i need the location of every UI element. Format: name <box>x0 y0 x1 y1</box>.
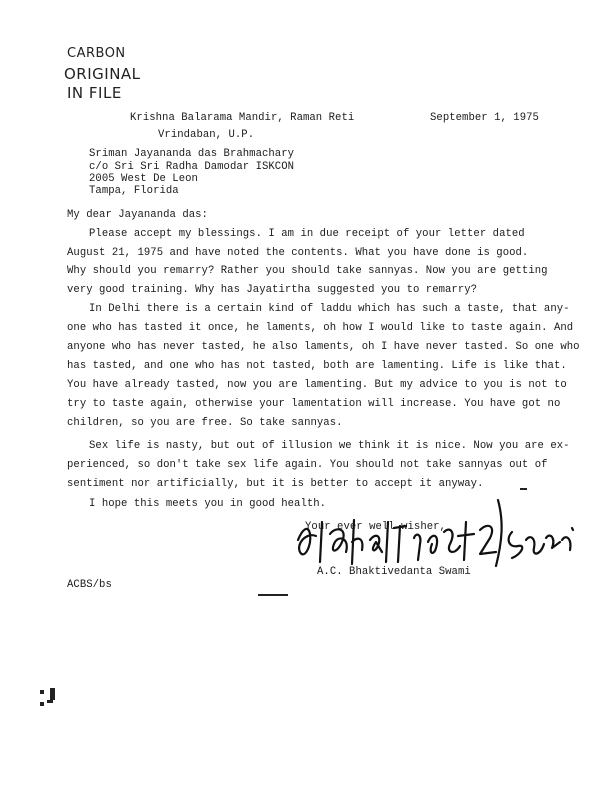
closing: Your ever well wisher, <box>305 521 446 533</box>
ink-smudge-mark <box>50 688 55 700</box>
body-line: In Delhi there is a certain kind of laddu which has such a taste, that any- <box>89 303 570 315</box>
typist-initials: ACBS/bs <box>67 579 112 591</box>
ink-smudge-mark <box>40 690 44 694</box>
recipient-line4: Tampa, Florida <box>89 185 179 197</box>
signature-name: A.C. Bhaktivedanta Swami <box>317 566 471 578</box>
recipient-line3: 2005 West De Leon <box>89 173 198 185</box>
letterhead-address-line1: Krishna Balarama Mandir, Raman Reti <box>130 112 355 124</box>
body-line: You have already tasted, now you are lamenting. But my advice to you is not to <box>67 379 567 391</box>
body-line: perienced, so don't take sex life again. You should not take sannyas out of <box>67 459 548 471</box>
ink-smudge-mark <box>520 488 527 490</box>
ink-smudge-mark <box>47 700 53 703</box>
letterhead-date: September 1, 1975 <box>430 112 539 124</box>
carbon-stamp-line3: IN FILE <box>67 84 122 102</box>
body-line: very good training. Why has Jayatirtha suggested you to remarry? <box>67 284 478 296</box>
ink-smudge-mark <box>40 702 44 706</box>
body-line: has tasted, and one who has not tasted, both are lamenting. Life is like that. <box>67 360 567 372</box>
body-line: try to taste again, otherwise your lamentation will increase. You have got no <box>67 398 561 410</box>
carbon-stamp-line1: CARBON <box>67 46 126 61</box>
body-line: children, so you are free. So take sannyas. <box>67 417 343 429</box>
recipient-line2: c/o Sri Sri Radha Damodar ISKCON <box>89 161 295 173</box>
body-line: anyone who has never tasted, he also laments, oh I have never tasted. So one who <box>67 341 580 353</box>
letterhead-address-line2: Vrindaban, U.P. <box>158 129 255 141</box>
ink-dash-mark <box>258 594 288 596</box>
body-line: August 21, 1975 and have noted the contents. What you have done is good. <box>67 247 529 259</box>
salutation: My dear Jayananda das: <box>67 209 208 221</box>
body-line: Please accept my blessings. I am in due receipt of your letter dated <box>89 228 525 240</box>
body-line: Sex life is nasty, but out of illusion we think it is nice. Now you are ex- <box>89 440 570 452</box>
body-line: I hope this meets you in good health. <box>89 498 327 510</box>
body-line: Why should you remarry? Rather you should take sannyas. Now you are getting <box>67 265 548 277</box>
carbon-stamp-line2: ORIGINAL <box>64 65 141 83</box>
recipient-line1: Sriman Jayananda das Brahmachary <box>89 148 295 160</box>
body-line: sentiment nor artificially, but it is better to accept it anyway. <box>67 478 484 490</box>
body-line: one who has tasted it once, he laments, oh how I would like to taste again. And <box>67 322 574 334</box>
